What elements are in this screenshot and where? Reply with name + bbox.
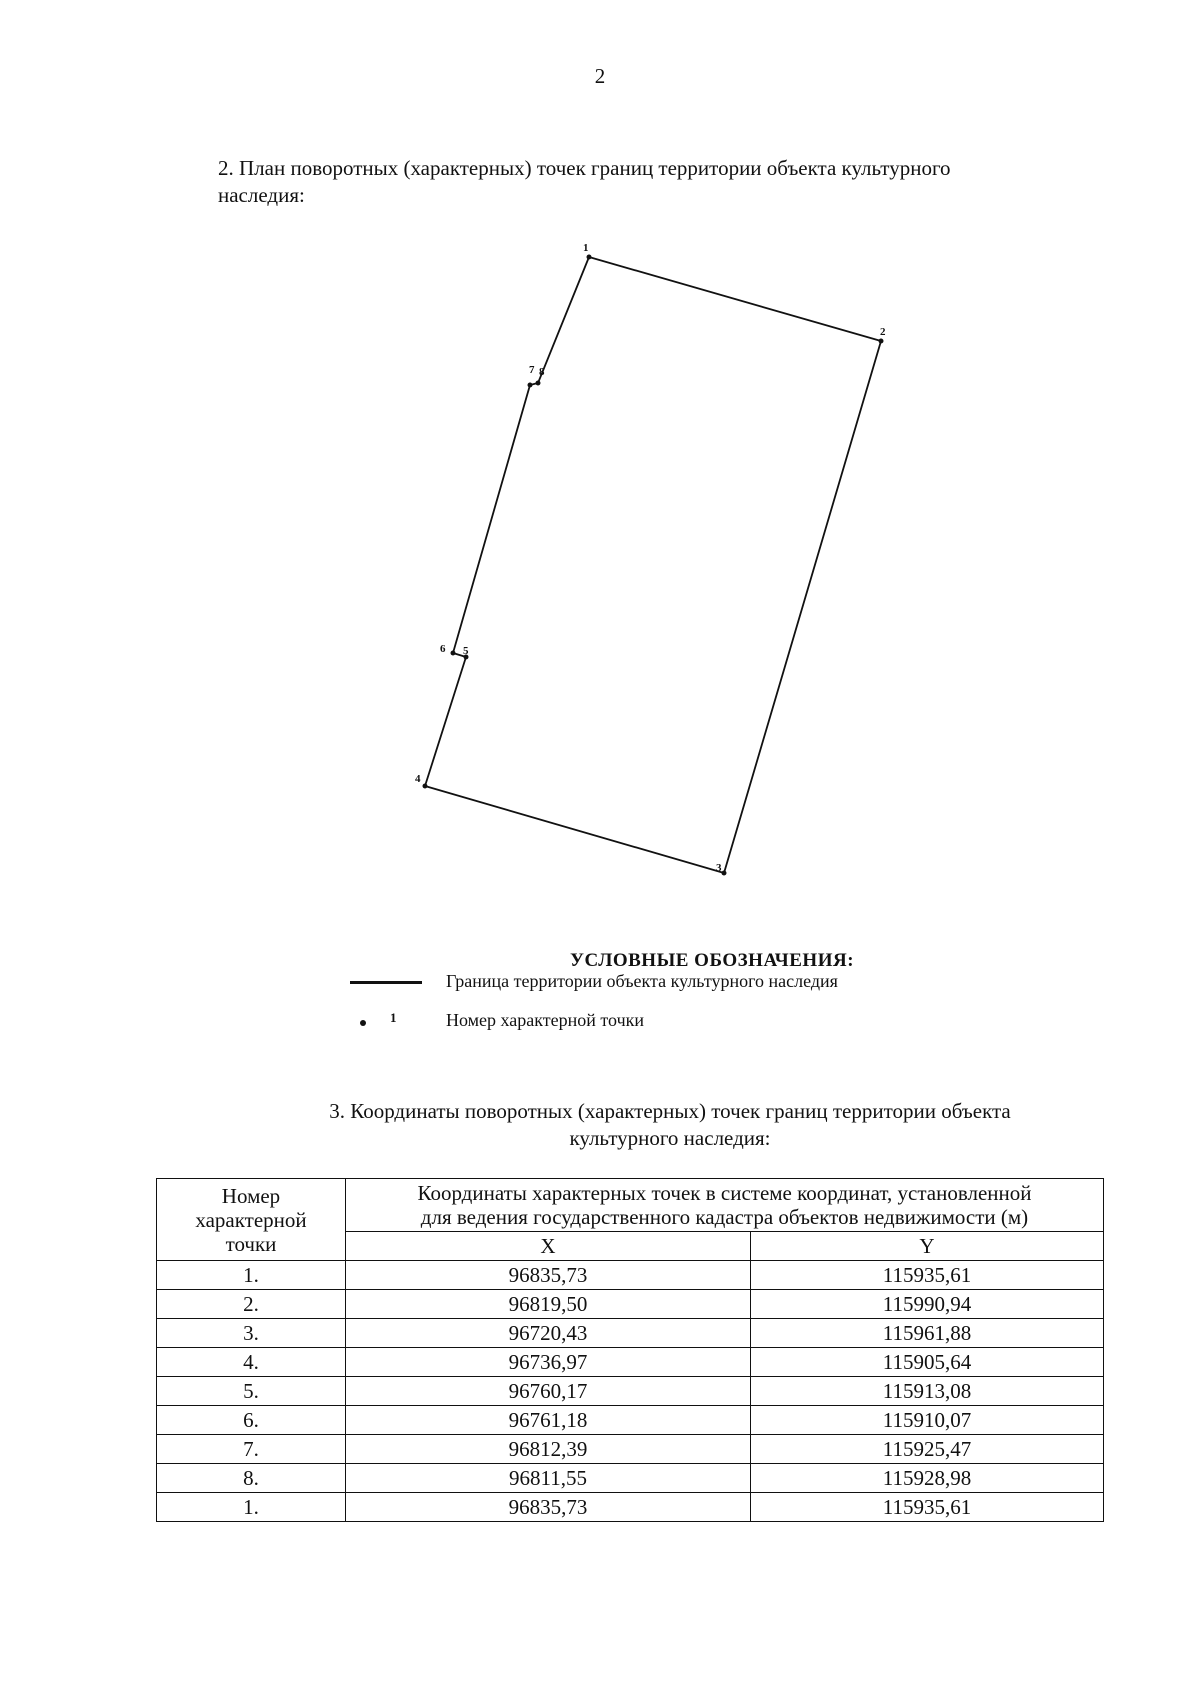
cell-number: 2. (157, 1290, 346, 1319)
cell-y: 115990,94 (751, 1290, 1104, 1319)
cell-number: 8. (157, 1464, 346, 1493)
cell-y: 115935,61 (751, 1261, 1104, 1290)
table-row (157, 1319, 1104, 1348)
cell-x: 96835,73 (346, 1261, 751, 1290)
table-row (157, 1435, 1104, 1464)
point-label-6: 6 (440, 643, 446, 655)
point-marker-6 (451, 651, 456, 656)
header-x: X (346, 1232, 751, 1261)
coordinates-table (156, 1178, 1104, 1522)
point-marker-1 (587, 255, 592, 260)
point-label-8: 8 (539, 366, 545, 378)
cell-y: 115925,47 (751, 1435, 1104, 1464)
point-label-7: 7 (529, 364, 535, 376)
legend-point-label: Номер характерной точки (446, 1010, 644, 1030)
cell-number: 1. (157, 1493, 346, 1522)
cell-x: 96835,73 (346, 1493, 751, 1522)
table-row (157, 1290, 1104, 1319)
cell-number: 6. (157, 1406, 346, 1435)
section-2-heading-line-1: 2. План поворотных (характерных) точек границ территории объекта культурного (218, 156, 951, 180)
boundary-polygon (425, 257, 881, 873)
point-marker-4 (423, 784, 428, 789)
cell-x: 96811,55 (346, 1464, 751, 1493)
table-row (157, 1406, 1104, 1435)
cell-x: 96812,39 (346, 1435, 751, 1464)
page-number: 2 (594, 64, 606, 88)
point-label-4: 4 (415, 773, 421, 785)
cell-x: 96819,50 (346, 1290, 751, 1319)
table-row (157, 1377, 1104, 1406)
point-label-3: 3 (716, 862, 722, 874)
point-label-5: 5 (463, 645, 469, 657)
section-3-heading-line-2: культурного наследия: (569, 1126, 771, 1150)
table-row (157, 1493, 1104, 1522)
cell-x: 96736,97 (346, 1348, 751, 1377)
legend-boundary-label: Граница территории объекта культурного наследия (446, 971, 838, 991)
legend-point-symbol-number: 1 (390, 1010, 397, 1025)
table-row (157, 1348, 1104, 1377)
legend-title: УСЛОВНЫЕ ОБОЗНАЧЕНИЯ: (570, 950, 855, 971)
header-point-number-line-3: точки (225, 1231, 277, 1256)
header-y: Y (751, 1232, 1104, 1261)
point-label-2: 2 (880, 326, 886, 338)
cell-y: 115961,88 (751, 1319, 1104, 1348)
cell-x: 96720,43 (346, 1319, 751, 1348)
cell-y: 115928,98 (751, 1464, 1104, 1493)
table-row (157, 1261, 1104, 1290)
cell-y: 115905,64 (751, 1348, 1104, 1377)
header-point-number-line-2: характерной (195, 1207, 307, 1232)
cell-y: 115935,61 (751, 1493, 1104, 1522)
legend-point-symbol (350, 1008, 425, 1036)
section-2-heading-line-2: наследия: (218, 183, 305, 207)
point-label-1: 1 (583, 242, 589, 254)
header-coordinates-line-1: Координаты характерных точек в системе координат, установленной (417, 1181, 1032, 1205)
table-row (157, 1464, 1104, 1493)
cell-number: 1. (157, 1261, 346, 1290)
point-marker-7 (528, 383, 533, 388)
header-coordinates-line-2: для ведения государственного кадастра объектов недвижимости (м) (420, 1205, 1029, 1229)
cell-x: 96760,17 (346, 1377, 751, 1406)
section-3-heading (250, 1098, 1090, 1152)
cell-number: 3. (157, 1319, 346, 1348)
cell-y: 115913,08 (751, 1377, 1104, 1406)
cell-y: 115910,07 (751, 1406, 1104, 1435)
cell-x: 96761,18 (346, 1406, 751, 1435)
section-3-heading-line-1: 3. Координаты поворотных (характерных) точек границ территории объекта (329, 1099, 1011, 1123)
header-point-number (157, 1179, 346, 1261)
cell-number: 7. (157, 1435, 346, 1464)
header-coordinates (346, 1179, 1104, 1232)
point-marker-3 (722, 871, 727, 876)
legend-line-symbol (350, 969, 425, 997)
point-marker-2 (879, 339, 884, 344)
cell-number: 5. (157, 1377, 346, 1406)
cell-number: 4. (157, 1348, 346, 1377)
header-point-number-line-1: Номер (221, 1183, 281, 1208)
point-marker-8 (536, 381, 541, 386)
table-header-row (157, 1179, 1104, 1232)
